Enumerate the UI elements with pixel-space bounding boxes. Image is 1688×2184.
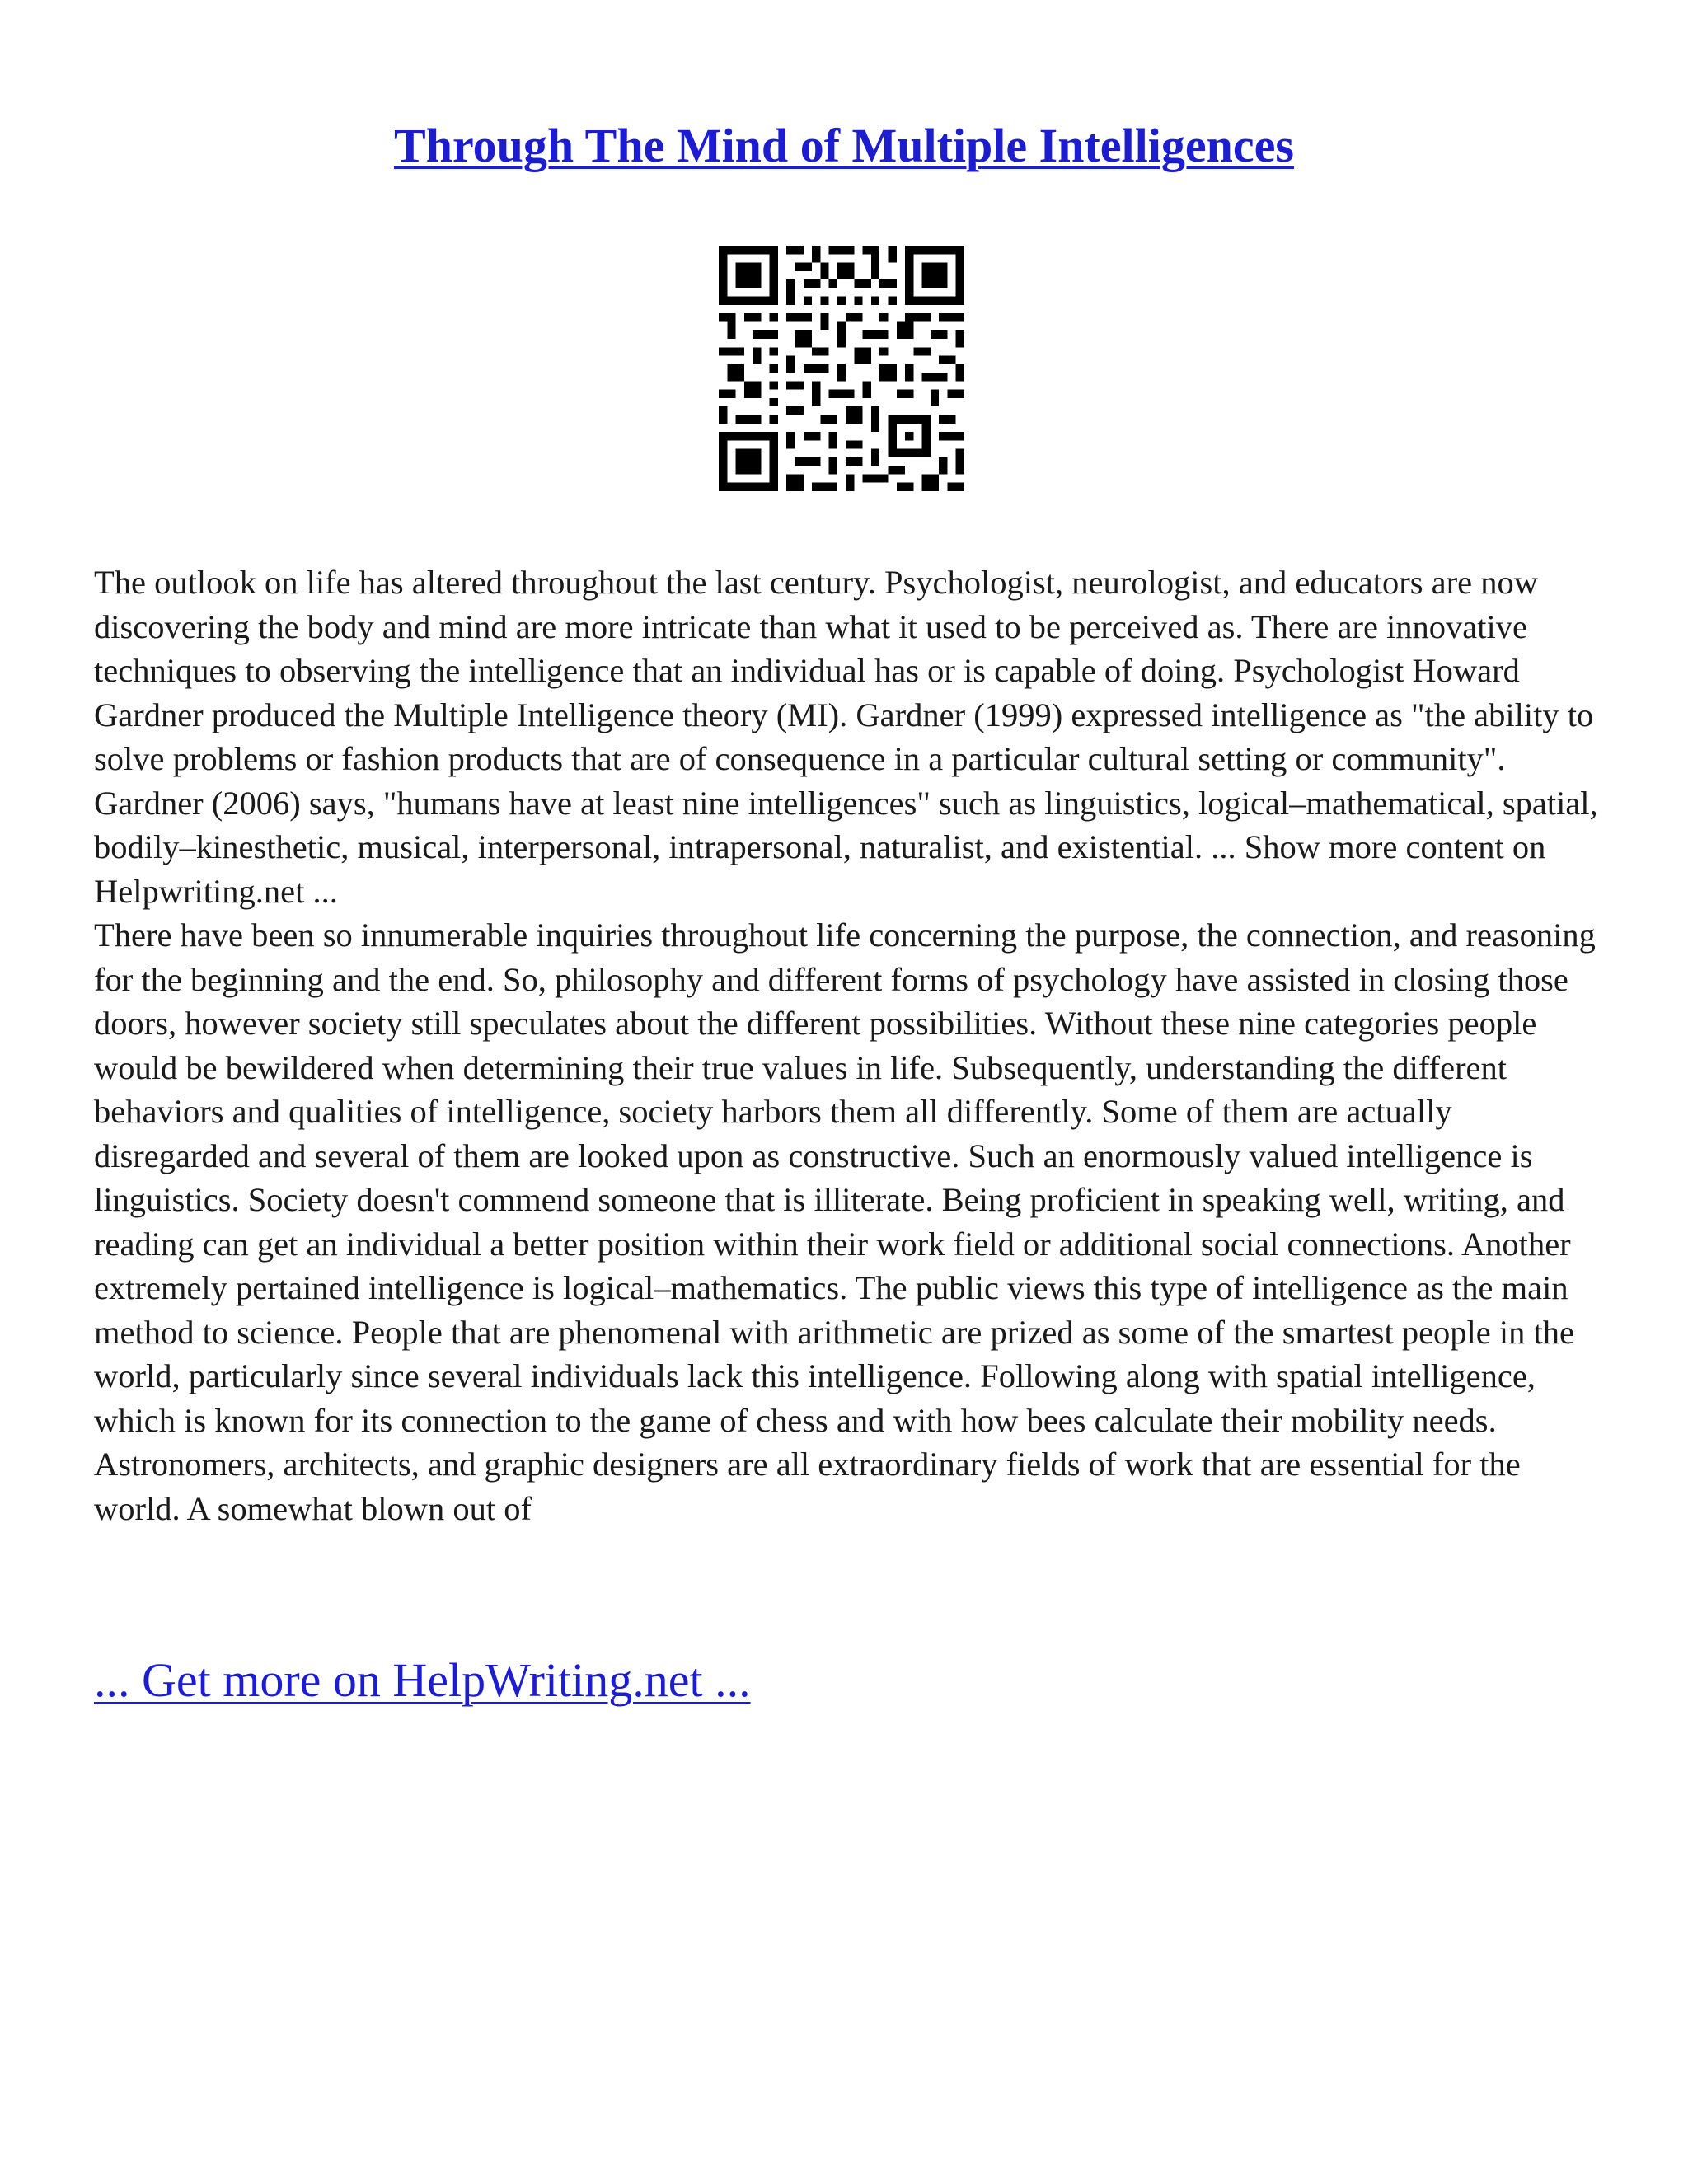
- paragraph: There have been so innumerable inquiries throughout life concerning the purpose, the connection, and reasoning for the beginning and the end. So, philosophy and different forms of psychology have assisted in closing those doors, however society still speculates about the different possibilities. Without these nine categories people would be bewildered when determining their true values in life. Subsequently, understanding the different behaviors and qualities of intelligence, society harbors them all differently. Some of them are actually disregarded and several of them are looked upon as constructive. Such an enormously valued intelligence is linguistics. Society doesn't commend someone that is illiterate. Being proficient in speaking well, writing, and reading can get an individual a better position within their work field or additional social connections. Another extremely pertained intelligence is logical–mathematics. The public views this type of intelligence as the main method to science. People that are phenomenal with arithmetic are prized as some of the smartest people in the world, particularly since several individuals lack this intelligence. Following along with spatial intelligence, which is known for its connection to the game of chess and with how bees calculate their mobility needs. Astronomers, architects, and graphic designers are all extraordinary fields of work that are essential for the world. A somewhat blown out of: [94, 916, 1596, 1527]
- title-link[interactable]: Through The Mind of Multiple Intelligences: [394, 119, 1294, 172]
- get-more-link[interactable]: ... Get more on HelpWriting.net ...: [94, 1653, 751, 1707]
- page-title: [0, 117, 1688, 175]
- article-body: [94, 560, 1602, 1530]
- paragraph: The outlook on life has altered throughout the last century. Psychologist, neurologist, and educators are now discovering the body and mind are more intricate than what it used to be perceived as. There are innovative techniques to observing the intelligence that an individual has or is capable of doing. Psychologist Howard Gardner produced the Multiple Intelligence theory (MI). Gardner (1999) expressed intelligence as "the ability to solve problems or fashion products that are of consequence in a particular cultural setting or community". Gardner (2006) says, "humans have at least nine intelligences" such as linguistics, logical–mathematical, spatial, bodily–kinesthetic, musical, interpersonal, intrapersonal, naturalist, and existential. ... Show more content on Helpwriting.net ...: [94, 564, 1598, 910]
- qr-code-icon: [719, 246, 964, 491]
